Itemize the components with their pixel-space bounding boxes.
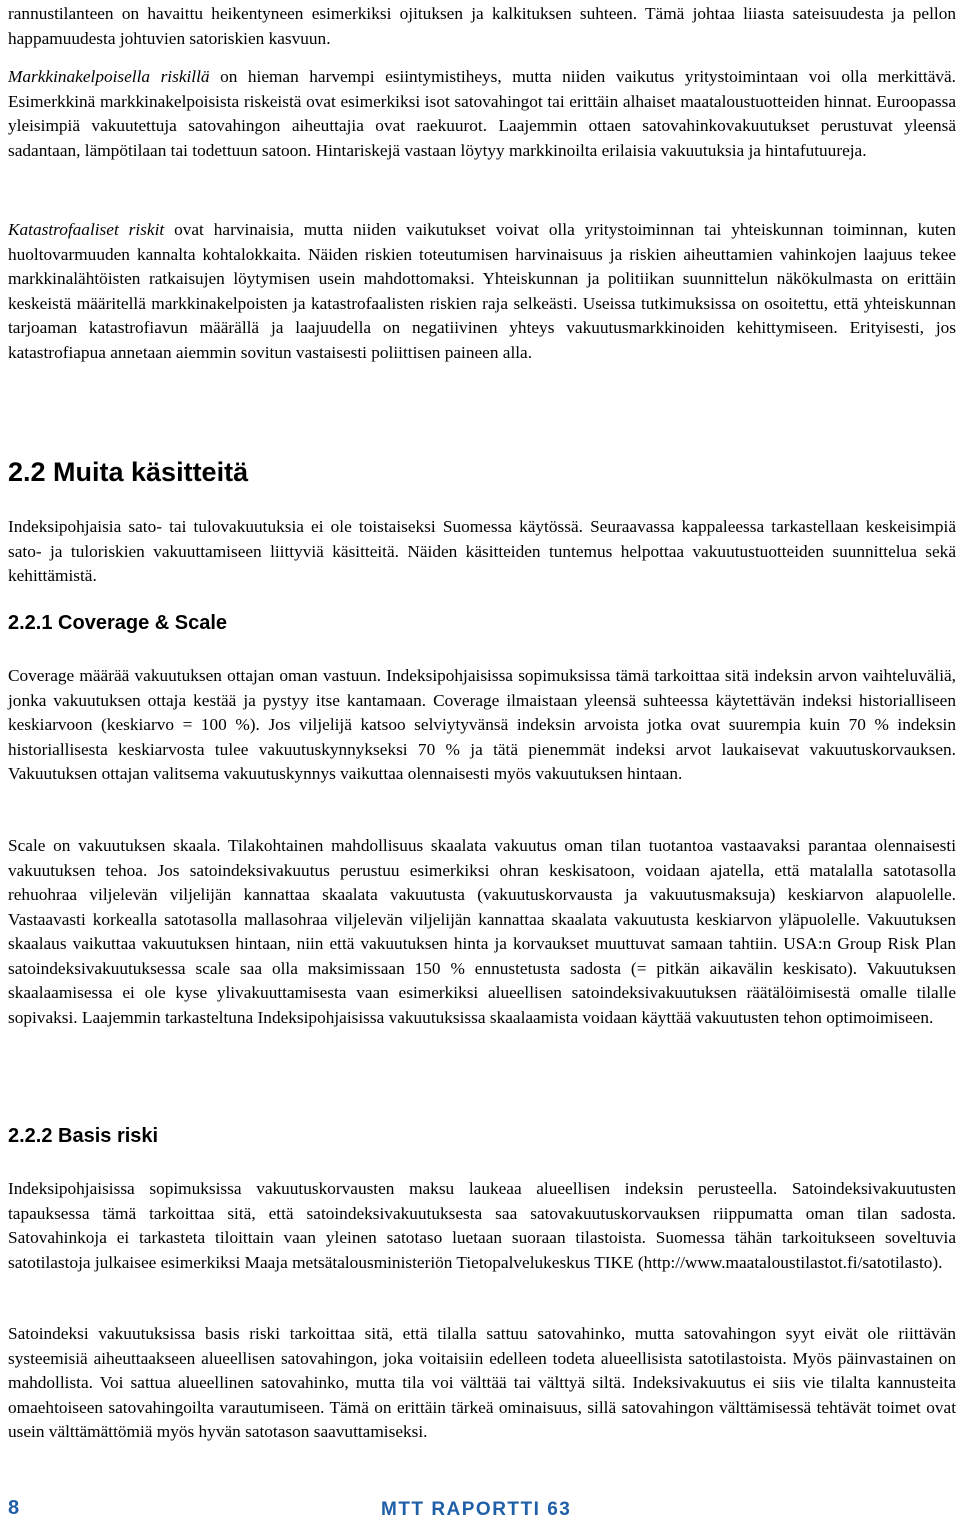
report-series-logo: MTT RAPORTTI 63 <box>381 1499 572 1520</box>
paragraph-basis-risk-definition: Satoindeksi vakuutuksissa basis riski tarkoittaa sitä, että tilalla sattuu satovahinko, mutta satovahingon syyt eivät ole riittävän systeemisiä aiheuttaakseen alueellisen satovahingon, joka voitaisiin edelleen todeta alueellisista satotilastoista. Myös päinvastainen on mahdollista. Voi sattua alueellinen satovahinko, mutta tila voi välttää tai välttyä siltä. Indeksivakuutus ei siis vie tilalta kannusteita omaehtoiseen satovahingoilta varautumiseen. Tämä on erittäin tärkeä ominaisuus, sillä satovahingon välttämisessä tehtävät toimet ovat usein välttämättömiä myös hyvän satotason saavuttamiseksi. <box>8 1324 956 1441</box>
section-heading-2-2: 2.2 Muita käsitteitä <box>8 457 249 487</box>
paragraph-scale: Scale on vakuutuksen skaala. Tilakohtainen mahdollisuus skaalata vakuutus oman tilan tuotantoa vastaavaksi parantaa olennaisesti vakuutuksen tehoa. Jos satoindeksivakuutus perustuu esimerkiksi ohran keskisatoon, voidaan ajatella, että matalalla satotasolla rehuohraa viljelevän viljelijän kannattaa skaalata vakuutusta (vakuutuskorvausta ja vakuutusmaksuja) keskiarvon alapuolelle. Vastaavasti korkealla satotasolla mallasohraa viljelevän viljelijän kannattaa skaalata vakuutusta keskiarvon yläpuolelle. Vakuutuksen skaalaus vaikuttaa vakuutuksen hintaan, niin että vakuutuksen hinta ja korvaukset muuttuvat samaan tahtiin. USA:n Group Risk Plan satoindeksivakuutuksessa scale saa olla maksimissaan 150 % ennustetusta sadosta (= pitkän aikavälin keskisato). Vakuutuksen skaalaamisessa ei ole kyse ylivakuuttamisesta vaan esimerkiksi alueellisen satoindeksivakuutuksen räätälöimisestä omalle tilalle sopivaksi. Laajemmin tarkasteltuna Indeksipohjaisissa vakuutuksissa skaalaamista voidaan käyttää vakuutusten tehon optimoimiseen. <box>8 836 956 1027</box>
page-number: 8 <box>8 1497 20 1519</box>
paragraph-catastrophic-risks-text: ovat harvinaisia, mutta niiden vaikutukset voivat olla yritystoiminnan tai yhteiskunnan toiminnan, kuten huoltovarmuuden kannalta kohtalokkaita. Näiden riskien toteutumisen harvinaisuus ja riskien aiheuttamien vahinkojen laajuus tekee markkinalähtöisten ratkaisujen löytymisen usein mahdottomaksi. Yhteiskunnan ja politiikan suunnittelun näkökulmasta on erittäin keskeistä määritellä markkinakelpoisten ja katastrofaalisten riskien raja selkeästi. Useissa tutkimuksissa on osoitettu, että yhteiskunnan tarjoaman katastrofiavun määrällä ja laajuudella on negatiivinen yhteys vakuutusmarkkinoiden kehittymiseen. Erityisesti, jos katastrofiapua annetaan aiemmin sovitun vastaisesti poliittisen paineen alla. <box>8 220 956 362</box>
subsection-heading-2-2-2: 2.2.2 Basis riski <box>8 1125 159 1147</box>
paragraph-coverage: Coverage määrää vakuutuksen ottajan oman vastuun. Indeksipohjaisissa sopimuksissa tämä tarkoittaa sitä indeksin arvon vaihteluväliä, jonka vakuutuksen ottaja kestää ja pystyy itse kantamaan. Coverage ilmaistaan yleensä suhteessa käytettävän indeksi historialliseen keskiarvoon (keskiarvo = 100 %). Jos viljelijä katsoo selviytyvänsä indeksin arvoista jotka ovat suurempia kuin 70 % indeksin historiallisesta keskiarvosta tulee vakuutuskynnykseksi 70 % ja tätä pienemmät indeksi arvot laukaisevat vakuutuskorvauksen. Vakuutuksen ottajan valitsema vakuutuskynnys vaikuttaa olennaisesti myös vakuutuksen hintaan. <box>8 666 956 783</box>
paragraph-concepts-intro: Indeksipohjaisia sato- tai tulovakuutuksia ei ole toistaiseksi Suomessa käytössä. Seuraavassa kappaleessa tarkastellaan keskeisimpiä sato- ja tuloriskien vakuuttamiseen liittyviä käsitteitä. Näiden käsitteiden tuntemus helpottaa vakuutustuotteiden suunnittelua sekä kehittämistä. <box>8 517 956 585</box>
term-catastrophic-risk: Katastrofaaliset riskit <box>8 220 165 239</box>
paragraph-catastrophic-risks <box>8 218 956 365</box>
paragraph-crop-risks-end: rannustilanteen on havaittu heikentyneen esimerkiksi ojituksen ja kalkituksen suhteen. Tämä johtaa liiasta sateisuudesta ja pellon happamuudesta johtuvien satoriskien kasvuun. <box>8 4 956 48</box>
paragraph-basis-risk-indices: Indeksipohjaisissa sopimuksissa vakuutuskorvausten maksu laukeaa alueellisen indeksin perusteella. Satoindeksivakuutusten tapauksessa tämä tarkoittaa sitä, että satoindeksivakuutuksesta saa satovakuutuskorvauksen riippumatta oman tilan sadosta. Satovahinkoja ei tarkasteta tiloittain vaan yleinen satotaso luetaan suoraan tilastoista. Suomessa tähän tarkoitukseen soveltuvia satotilastoja julkaisee esimerkiksi Maaja metsätalousministeriön Tietopalvelukeskus TIKE (http://www.maataloustilastot.fi/satotilasto). <box>8 1179 956 1272</box>
paragraph-market-risks <box>8 65 956 163</box>
paragraph-market-risks-text: on hieman harvempi esiintymistiheys, mutta niiden vaikutus yritystoimintaan voi olla merkittävä. Esimerkkinä markkinakelpoisista riskeistä ovat esimerkiksi isot satovahingot tai erittäin alhaiset maataloustuotteiden hinnat. Euroopassa yleisimpiä vakuutettuja satovahingon aiheuttajia ovat raekuurot. Laajemmin ottaen satovahinkovakuutukset perustuvat yleensä sadantaan, lämpötilaan tai todettuun satoon. Hintariskejä vastaan löytyy markkinoilta erilaisia vakuutuksia ja hintafutuureja. <box>8 67 956 160</box>
subsection-heading-2-2-1: 2.2.1 Coverage & Scale <box>8 612 228 634</box>
term-market-risk: Markkinakelpoisella riskillä <box>8 67 210 86</box>
